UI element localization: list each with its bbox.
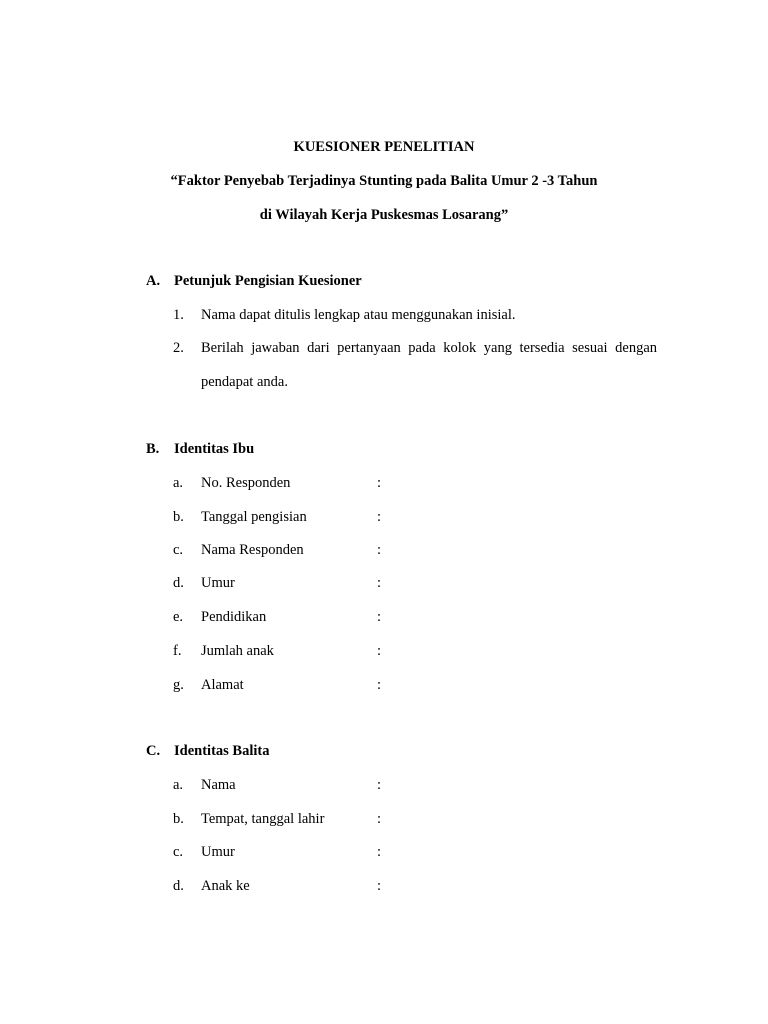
field-colon: : <box>377 509 382 525</box>
section-b-letter: B. <box>146 441 160 457</box>
field-letter: b. <box>173 509 184 525</box>
field-label-umur-balita: Umur <box>201 844 235 860</box>
field-letter: a. <box>173 777 184 793</box>
field-letter: c. <box>173 844 184 860</box>
instruction-number: 1. <box>173 307 184 323</box>
field-label-umur: Umur <box>201 575 235 591</box>
field-letter: a. <box>173 475 184 491</box>
field-letter: d. <box>173 575 184 591</box>
instruction-text: Berilah jawaban dari pertanyaan pada kolok yang tersedia sesuai dengan <box>201 340 657 356</box>
field-colon: : <box>377 643 382 659</box>
field-letter: f. <box>173 643 182 659</box>
field-label-anak-ke: Anak ke <box>201 878 250 894</box>
field-colon: : <box>377 811 382 827</box>
field-label-tanggal-pengisian: Tanggal pengisian <box>201 509 307 525</box>
field-colon: : <box>377 575 382 591</box>
field-letter: d. <box>173 878 184 894</box>
research-title-line-2: di Wilayah Kerja Puskesmas Losarang” <box>259 207 509 223</box>
field-label-tempat-tanggal-lahir: Tempat, tanggal lahir <box>201 811 325 827</box>
field-colon: : <box>377 844 382 860</box>
field-label-alamat: Alamat <box>201 677 244 693</box>
field-label-pendidikan: Pendidikan <box>201 609 267 625</box>
field-colon: : <box>377 677 382 693</box>
field-colon: : <box>377 878 382 894</box>
instruction-text-continued: pendapat anda. <box>201 374 288 390</box>
instruction-number: 2. <box>173 340 184 356</box>
field-label-nama: Nama <box>201 777 236 793</box>
field-letter: e. <box>173 609 184 625</box>
field-letter: b. <box>173 811 184 827</box>
field-colon: : <box>377 475 382 491</box>
field-colon: : <box>377 609 382 625</box>
document-title: KUESIONER PENELITIAN <box>293 139 475 155</box>
field-label-jumlah-anak: Jumlah anak <box>201 643 274 659</box>
field-colon: : <box>377 542 382 558</box>
field-letter: c. <box>173 542 184 558</box>
research-title-line-1: “Faktor Penyebab Terjadinya Stunting pada Balita Umur 2 -3 Tahun <box>170 173 598 189</box>
section-a-title: Petunjuk Pengisian Kuesioner <box>174 273 362 289</box>
field-letter: g. <box>173 677 184 693</box>
section-c-title: Identitas Balita <box>174 743 270 759</box>
section-b-title: Identitas Ibu <box>174 441 255 457</box>
field-label-nama-responden: Nama Responden <box>201 542 304 558</box>
section-a-letter: A. <box>146 273 161 289</box>
instruction-text: Nama dapat ditulis lengkap atau menggunakan inisial. <box>201 307 516 323</box>
field-label-no-responden: No. Responden <box>201 475 291 491</box>
section-c-letter: C. <box>146 743 161 759</box>
field-colon: : <box>377 777 382 793</box>
